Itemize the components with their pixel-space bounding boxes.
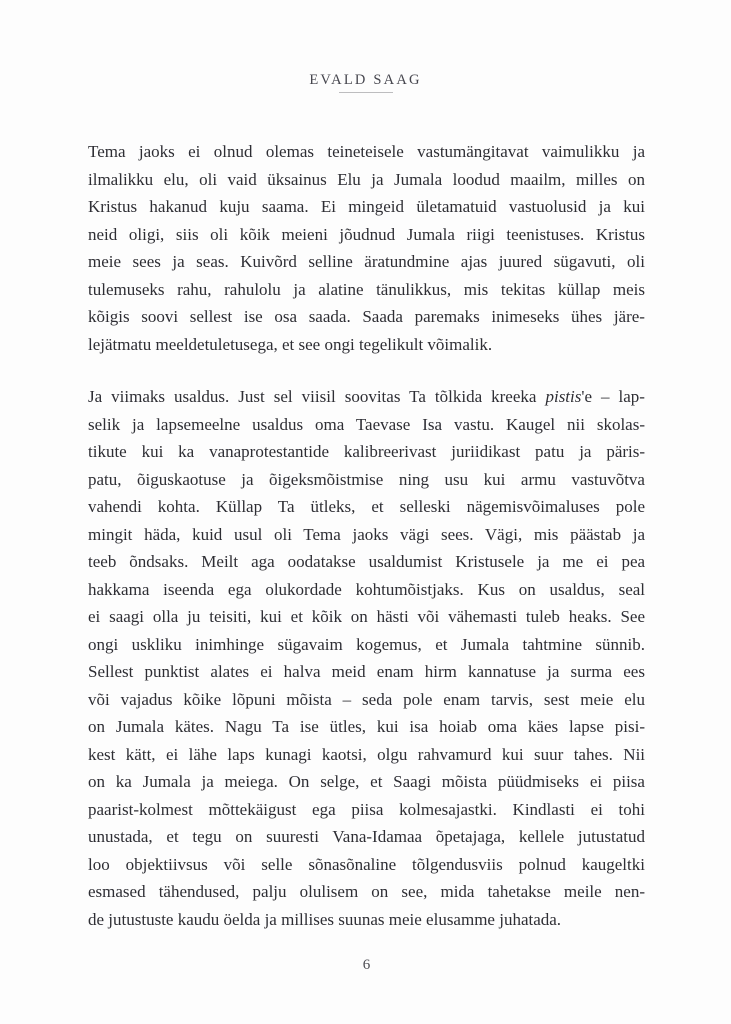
text-line: esmased tähendused, palju olulisem on see, mida tahetakse meile nen- [88, 882, 646, 901]
text-line: ei saagi olla ju teisiti, kui et kõik on hästi või vähemasti tuleb heaks. See [88, 607, 646, 626]
text-line: teeb õndsaks. Meilt aga oodatakse usaldumist Kristusele ja me ei pea [88, 552, 646, 571]
text-line: Tema jaoks ei olnud olemas teineteisele vastumängitavat vaimulikku ja [88, 142, 645, 161]
running-header-title: EVALD SAAG [309, 72, 422, 88]
text-line: de jutustuste kaudu öelda ja millises suunas meie elusamme juhatada. [88, 909, 562, 929]
text-line: ilmalikku elu, oli vaid üksainus Elu ja Jumala loodud maailm, milles on [88, 169, 645, 189]
text-line: patu, õiguskaotuse ja õigeksmõistmise ning usu kui armu vastuvõtva [88, 469, 645, 489]
text-line: selik ja lapsemeelne usaldus oma Taevase Isa vastu. Kaugel nii skolas- [88, 414, 645, 434]
running-header [0, 71, 731, 93]
body-text [88, 138, 645, 958]
text-line: tulemuseks rahu, rahulolu ja alatine tänulikkus, mis tekitas küllap meis [88, 279, 646, 299]
text-line: loo objektiivsus või selle sõnasõnaline tõlgendusviis polnud kaugeltki [88, 854, 645, 874]
text-line: kõigis soovi sellest ise osa saada. Saada paremaks inimeseks ühes järe- [88, 307, 645, 326]
text-line: ongi uskliku inimhinge sügavaim kogemus, et Jumala tahtmine sünnib. [88, 634, 646, 654]
text-line: hakkama iseenda ega olukordade kohtumõistjaks. Kus on usaldus, seal [88, 579, 646, 599]
text-line: meie sees ja seas. Kuivõrd selline äratundmine ajas juured sügavuti, oli [88, 252, 645, 271]
text-line: Sellest punktist alates ei halva meid enam hirm kannatuse ja surma ees [88, 662, 645, 681]
text-line: Kristus hakanud kuju saama. Ei mingeid ületamatuid vastuolusid ja kui [88, 197, 645, 216]
text-line: lejätmatu meeldetuletusega, et see ongi tegelikult võimalik. [88, 334, 493, 354]
header-rule [339, 92, 393, 93]
text-line: Ja viimaks usaldus. Just sel viisil soovitas Ta tõlkida kreeka pistis'e – lap- [88, 387, 645, 406]
text-line: on ka Jumala ja meiega. On selge, et Saagi mõista püüdmiseks ei piisa [88, 772, 645, 791]
text-line: paarist-kolmest mõttekäigust ega piisa kolmesajastki. Kindlasti ei tohi [88, 799, 646, 819]
text-line: unustada, et tegu on suuresti Vana-Idamaa õpetajaga, kellele jutustatud [88, 827, 645, 846]
page-number: 6 [362, 957, 371, 973]
text-line: tikute kui ka vanaprotestantide kalibreerivast juriidikast patu ja päris- [88, 442, 646, 461]
text-line: neid oligi, siis oli kõik meieni jõudnud Jumala riigi teenistuses. Kristus [88, 224, 646, 244]
text-line: mingit häda, kuid usul oli Tema jaoks vägi sees. Vägi, mis päästab ja [88, 524, 646, 544]
paragraph [88, 383, 645, 933]
text-line: kest kätt, ei lähe laps kunagi kaotsi, olgu rahvamurd kui suur tahes. Nii [88, 744, 646, 764]
text-line: on Jumala kätes. Nagu Ta ise ütles, kui isa hoiab oma käes lapse pisi- [88, 717, 646, 736]
paragraph [88, 138, 645, 358]
text-line: või vajadus kõike lõpuni mõista – seda pole enam tarvis, sest meie elu [88, 689, 645, 709]
text-line: vahendi kohta. Küllap Ta ütleks, et selleski nägemisvõimaluses pole [88, 497, 645, 516]
